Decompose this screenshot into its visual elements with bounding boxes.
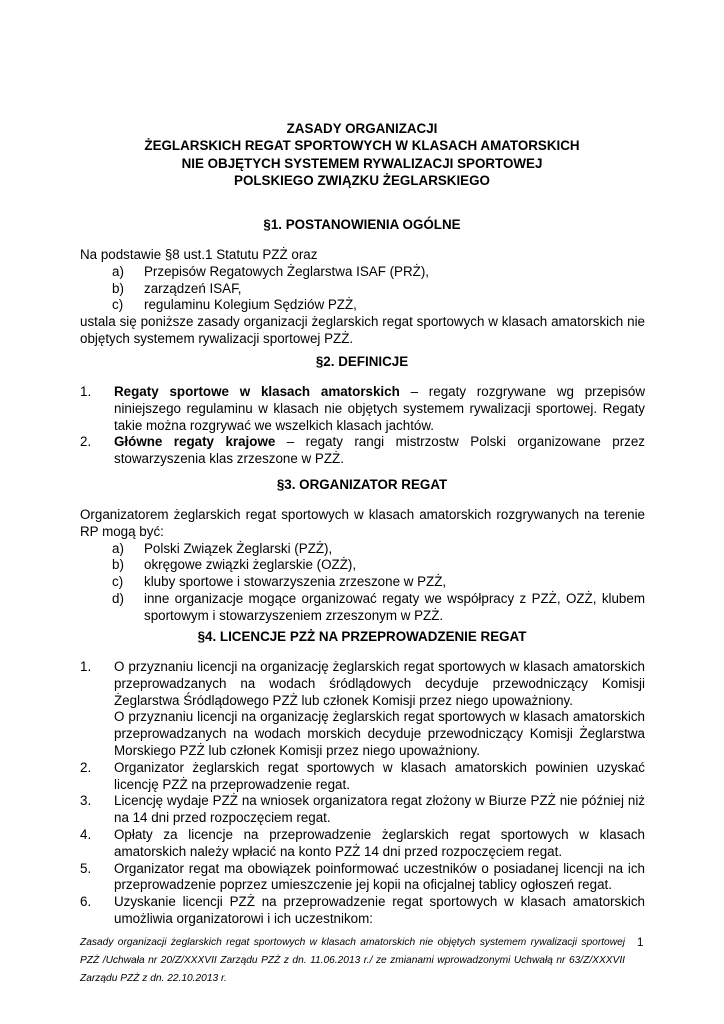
list-item-text: zarządzeń ISAF, — [144, 280, 242, 296]
document-title — [0, 120, 724, 189]
definition-text: – regaty rozgrywane wg przepisów niniejszego regulaminu w klasach nie objętych systemem rywalizacji sportowej. Regaty takie można rozgrywać we wszelkich klasach jachtów. — [114, 384, 646, 433]
list-item-label: d) — [112, 590, 124, 606]
section-2-heading: §2. DEFINICJE — [315, 354, 409, 369]
list-item — [80, 541, 645, 558]
list-item — [80, 760, 645, 794]
list-item-label: 3. — [80, 793, 92, 809]
title-line: ŻEGLARSKICH REGAT SPORTOWYCH W KLASACH AMATORSKICH — [144, 138, 580, 154]
list-item-text: inne organizacje mogące organizować regaty we współpracy z PZŻ, OZŻ, klubem sportowym i stowarzyszeniem zrzeszonym w PZŻ. — [144, 590, 645, 623]
title-line: ZASADY ORGANIZACJI — [286, 121, 438, 136]
list-item-text: regulaminu Kolegium Sędziów PZŻ, — [144, 297, 357, 313]
section-4-heading: §4. LICENCJE PZŻ NA PRZEPROWADZENIE REGAT — [197, 629, 527, 644]
list-item — [80, 894, 645, 928]
list-item — [80, 297, 645, 314]
list-item — [80, 574, 645, 591]
list-item-label: b) — [112, 280, 124, 296]
page-number: 1 — [637, 937, 644, 949]
list-item-label: a) — [112, 263, 124, 279]
list-item-label: 1. — [80, 384, 92, 399]
list-item-text: Organizator żeglarskich regat sportowych w klasach amatorskich powinien uzyskać licencję PZŻ na przeprowadzenie regat. — [114, 759, 645, 792]
list-item-text: kluby sportowe i stowarzyszenia zrzeszone w PZŻ, — [144, 574, 447, 590]
title-line: NIE OBJĘTYCH SYSTEMEM RYWALIZACJI SPORTOWEJ — [181, 155, 543, 171]
definition-term: Główne regaty krajowe — [114, 434, 276, 450]
section-3-heading: §3. ORGANIZATOR REGAT — [276, 477, 448, 492]
list-item-label: a) — [112, 540, 124, 556]
list-item — [80, 264, 645, 281]
list-item — [80, 659, 645, 760]
list-item — [80, 434, 645, 468]
list-item-text: Licencję wydaje PZŻ na wniosek organizatora regat złożony w Biurze PZŻ nie później niż na 14 dni przed rozpoczęciem regat. — [114, 793, 645, 826]
list-item-label: 5. — [80, 860, 92, 876]
list-item-text: Przepisów Regatowych Żeglarstwa ISAF (PRŻ), — [144, 263, 430, 279]
section-1-heading: §1. POSTANOWIENIA OGÓLNE — [263, 217, 461, 232]
list-item — [80, 793, 645, 827]
list-item — [80, 281, 645, 298]
section-1-intro: Na podstawie §8 ust.1 Statutu PZŻ oraz — [80, 247, 318, 262]
list-item-text: O przyznaniu licencji na organizację żeglarskich regat sportowych w klasach amatorskich przeprowadzanych na wodach śródlądowych decyduje przewodniczący Komisji Żeglarstwa Śródlądowego PZŻ lub członek Komisji przez niego upoważniony. — [114, 659, 645, 708]
definition-term: Regaty sportowe w klasach amatorskich — [114, 384, 400, 399]
list-item-text: O przyznaniu licencji na organizację żeglarskich regat sportowych w klasach amatorskich przeprowadzanych na wodach morskich decyduje przewodniczący Komisji Żeglarstwa Morskiego PZŻ lub członek Komisji przez niego upoważniony. — [114, 709, 645, 758]
definition-text: – regaty rangi mistrzostw Polski organizowane przez stowarzyszenia klas zrzeszone w PZŻ. — [114, 434, 646, 467]
list-item-label: c) — [112, 574, 124, 590]
list-item-label: 4. — [80, 826, 92, 842]
list-item — [80, 861, 645, 895]
list-item — [80, 384, 645, 434]
list-item — [80, 557, 645, 574]
section-4-body — [80, 659, 645, 928]
list-item-text: Opłaty za licencje na przeprowadzenie żeglarskich regat sportowych w klasach amatorskich należy wpłacić na konto PZŻ 14 dni przed rozpoczęciem regat. — [114, 826, 645, 859]
list-item-label: 2. — [80, 759, 92, 775]
list-item — [80, 827, 645, 861]
section-1-closing: ustala się poniższe zasady organizacji żeglarskich regat sportowych w klasach amatorskich nie objętych systemem rywalizacji sportowej PZŻ. — [80, 314, 645, 346]
title-line: POLSKIEGO ZWIĄZKU ŻEGLARSKIEGO — [234, 172, 490, 188]
list-item-label: b) — [112, 557, 124, 573]
list-item-label: 2. — [80, 434, 92, 450]
section-1-body — [80, 247, 645, 348]
list-item-label: 6. — [80, 894, 92, 910]
list-item — [80, 591, 645, 625]
list-item-text: Uzyskanie licencji PZŻ na przeprowadzenie regat sportowych w klasach amatorskich umożliwia organizatorowi i ich uczestnikom: — [114, 894, 645, 926]
list-item-text: Organizator regat ma obowiązek poinformować uczestników o posiadanej licencji na ich przeprowadzenie poprzez umieszczenie jej kopii na oficjalnej tablicy ogłoszeń regat. — [114, 860, 645, 893]
section-2-body — [80, 384, 645, 468]
section-3-body — [80, 507, 645, 625]
page-footer: Zasady organizacji żeglarskich regat sportowych w klasach amatorskich nie objętych systemem rywalizacji sportowej PZŻ /Uchwała nr 20/Z/XXXVII Zarządu PZŻ z dn. 11.06.2013 r./ ze zmianami wprowadzonymi Uchwałą nr 63/Z/XXXVII Zarządu PZŻ z dn. 22.10.2013 r. — [80, 937, 625, 985]
list-item-text: okręgowe związki żeglarskie (OZŻ), — [144, 557, 357, 573]
list-item-text: Polski Związek Żeglarski (PZŻ), — [144, 540, 333, 556]
section-3-intro: Organizatorem żeglarskich regat sportowych w klasach amatorskich rozgrywanych na terenie RP mogą być: — [80, 507, 645, 539]
list-item-label: c) — [112, 297, 124, 313]
list-item-label: 1. — [80, 659, 92, 674]
